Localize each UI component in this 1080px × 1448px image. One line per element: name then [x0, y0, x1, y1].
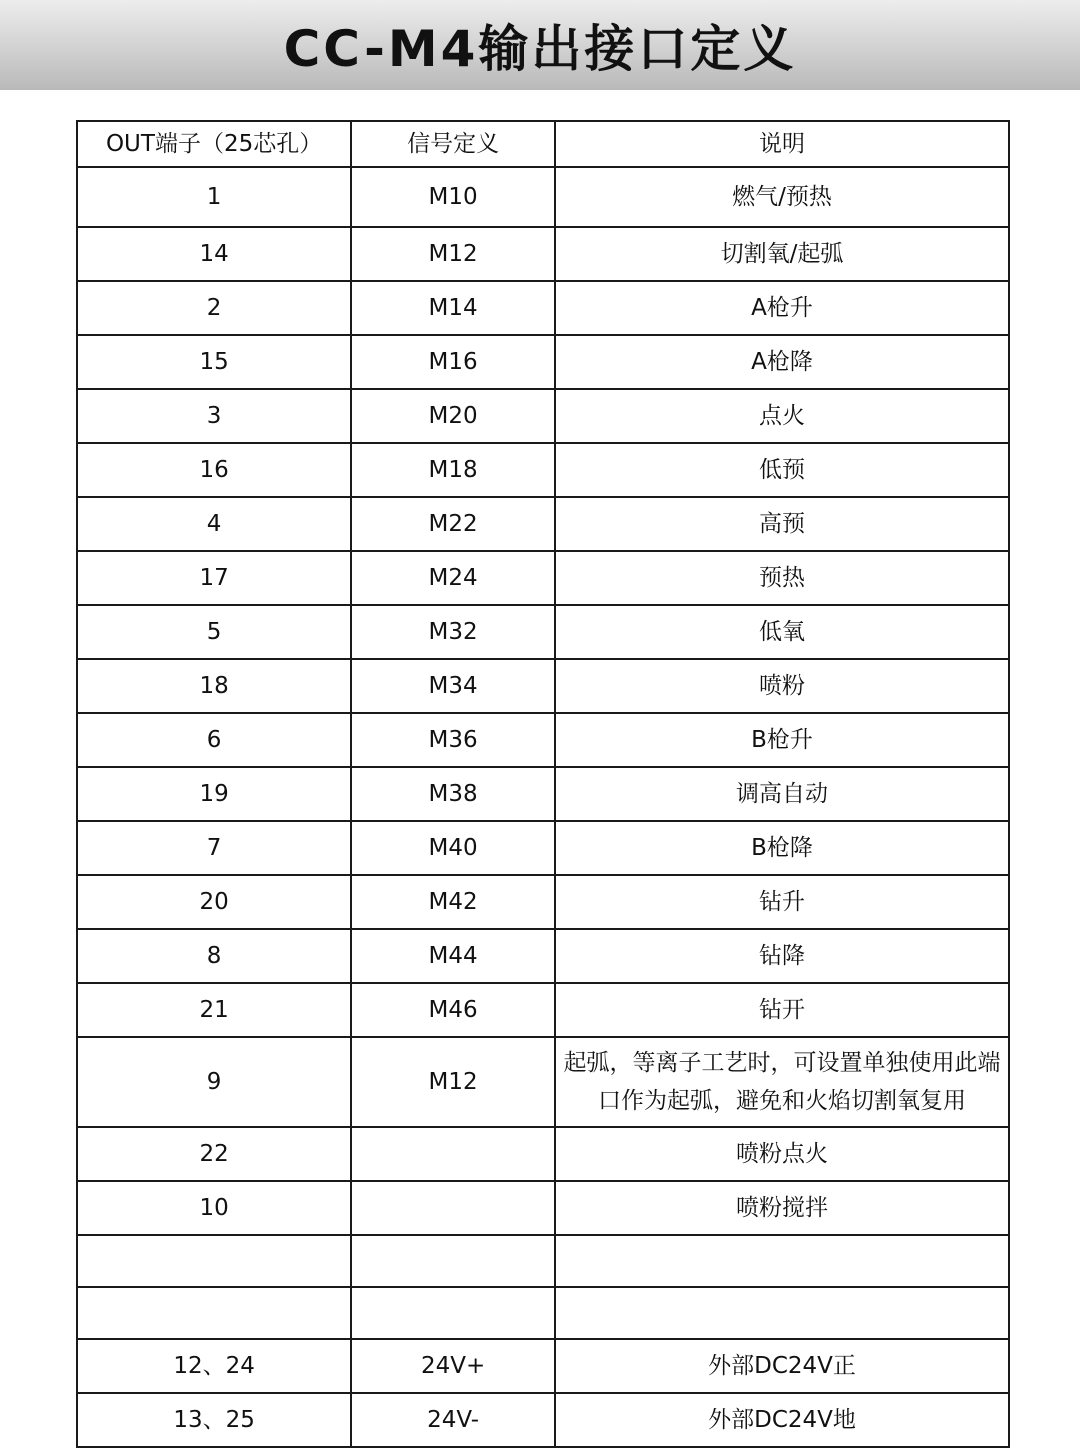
header-signal: 信号定义	[351, 121, 555, 167]
cell-signal: 24V+	[351, 1339, 555, 1393]
cell-pin: 4	[77, 497, 351, 551]
table-row	[77, 551, 1009, 605]
header-description: 说明	[555, 121, 1009, 167]
cell-pin: 9	[77, 1037, 351, 1127]
cell-pin: 2	[77, 281, 351, 335]
cell-signal: M44	[351, 929, 555, 983]
header-pin: OUT端子（25芯孔）	[77, 121, 351, 167]
cell-pin: 13、25	[77, 1393, 351, 1447]
cell-description: B枪降	[555, 821, 1009, 875]
cell-pin: 8	[77, 929, 351, 983]
cell-description: 钻升	[555, 875, 1009, 929]
output-interface-table	[76, 120, 1010, 1448]
cell-pin: 17	[77, 551, 351, 605]
table-row	[77, 1393, 1009, 1447]
cell-description: 切割氧/起弧	[555, 227, 1009, 281]
cell-description: 钻开	[555, 983, 1009, 1037]
cell-signal: M32	[351, 605, 555, 659]
cell-pin: 5	[77, 605, 351, 659]
table-row	[77, 659, 1009, 713]
cell-signal	[351, 1235, 555, 1287]
cell-description	[555, 1235, 1009, 1287]
cell-pin: 12、24	[77, 1339, 351, 1393]
cell-signal: M24	[351, 551, 555, 605]
cell-signal: 24V-	[351, 1393, 555, 1447]
cell-signal	[351, 1287, 555, 1339]
cell-pin: 21	[77, 983, 351, 1037]
cell-signal: M14	[351, 281, 555, 335]
cell-description: B枪升	[555, 713, 1009, 767]
cell-description: A枪降	[555, 335, 1009, 389]
table-row	[77, 1181, 1009, 1235]
cell-description: 外部DC24V正	[555, 1339, 1009, 1393]
cell-signal: M40	[351, 821, 555, 875]
cell-description: 喷粉搅拌	[555, 1181, 1009, 1235]
cell-pin: 10	[77, 1181, 351, 1235]
cell-pin: 3	[77, 389, 351, 443]
table-row	[77, 1127, 1009, 1181]
cell-pin: 16	[77, 443, 351, 497]
cell-pin	[77, 1287, 351, 1339]
cell-pin: 19	[77, 767, 351, 821]
cell-description: 喷粉点火	[555, 1127, 1009, 1181]
cell-pin: 22	[77, 1127, 351, 1181]
table-row	[77, 1037, 1009, 1127]
cell-description: A枪升	[555, 281, 1009, 335]
cell-description: 燃气/预热	[555, 167, 1009, 227]
cell-pin: 18	[77, 659, 351, 713]
cell-signal	[351, 1127, 555, 1181]
cell-description: 预热	[555, 551, 1009, 605]
table-row	[77, 605, 1009, 659]
title-bar	[0, 0, 1080, 90]
cell-signal: M34	[351, 659, 555, 713]
table-row	[77, 1287, 1009, 1339]
cell-pin: 1	[77, 167, 351, 227]
cell-description: 高预	[555, 497, 1009, 551]
table-row	[77, 875, 1009, 929]
cell-description: 外部DC24V地	[555, 1393, 1009, 1447]
cell-signal: M10	[351, 167, 555, 227]
cell-pin: 14	[77, 227, 351, 281]
table-row	[77, 929, 1009, 983]
cell-signal: M12	[351, 227, 555, 281]
table-header-row	[77, 121, 1009, 167]
cell-signal: M16	[351, 335, 555, 389]
cell-pin: 15	[77, 335, 351, 389]
table-row	[77, 443, 1009, 497]
cell-signal: M12	[351, 1037, 555, 1127]
table-row	[77, 983, 1009, 1037]
cell-signal: M22	[351, 497, 555, 551]
cell-signal	[351, 1181, 555, 1235]
table-row	[77, 713, 1009, 767]
table-row	[77, 1339, 1009, 1393]
table-row	[77, 167, 1009, 227]
table-row	[77, 767, 1009, 821]
cell-description: 低预	[555, 443, 1009, 497]
cell-description: 起弧，等离子工艺时，可设置单独使用此端口作为起弧，避免和火焰切割氧复用	[555, 1037, 1009, 1127]
table-row	[77, 227, 1009, 281]
cell-signal: M18	[351, 443, 555, 497]
cell-signal: M38	[351, 767, 555, 821]
cell-signal: M42	[351, 875, 555, 929]
page-title: CC-M4输出接口定义	[283, 20, 797, 78]
table-row	[77, 281, 1009, 335]
cell-signal: M36	[351, 713, 555, 767]
cell-description: 调高自动	[555, 767, 1009, 821]
cell-description: 钻降	[555, 929, 1009, 983]
cell-description: 点火	[555, 389, 1009, 443]
table-row	[77, 1235, 1009, 1287]
cell-signal: M46	[351, 983, 555, 1037]
cell-description	[555, 1287, 1009, 1339]
table-row	[77, 497, 1009, 551]
cell-description: 低氧	[555, 605, 1009, 659]
table-row	[77, 821, 1009, 875]
cell-signal: M20	[351, 389, 555, 443]
cell-pin: 7	[77, 821, 351, 875]
cell-description: 喷粉	[555, 659, 1009, 713]
table-row	[77, 389, 1009, 443]
cell-pin	[77, 1235, 351, 1287]
cell-pin: 6	[77, 713, 351, 767]
table-row	[77, 335, 1009, 389]
cell-pin: 20	[77, 875, 351, 929]
